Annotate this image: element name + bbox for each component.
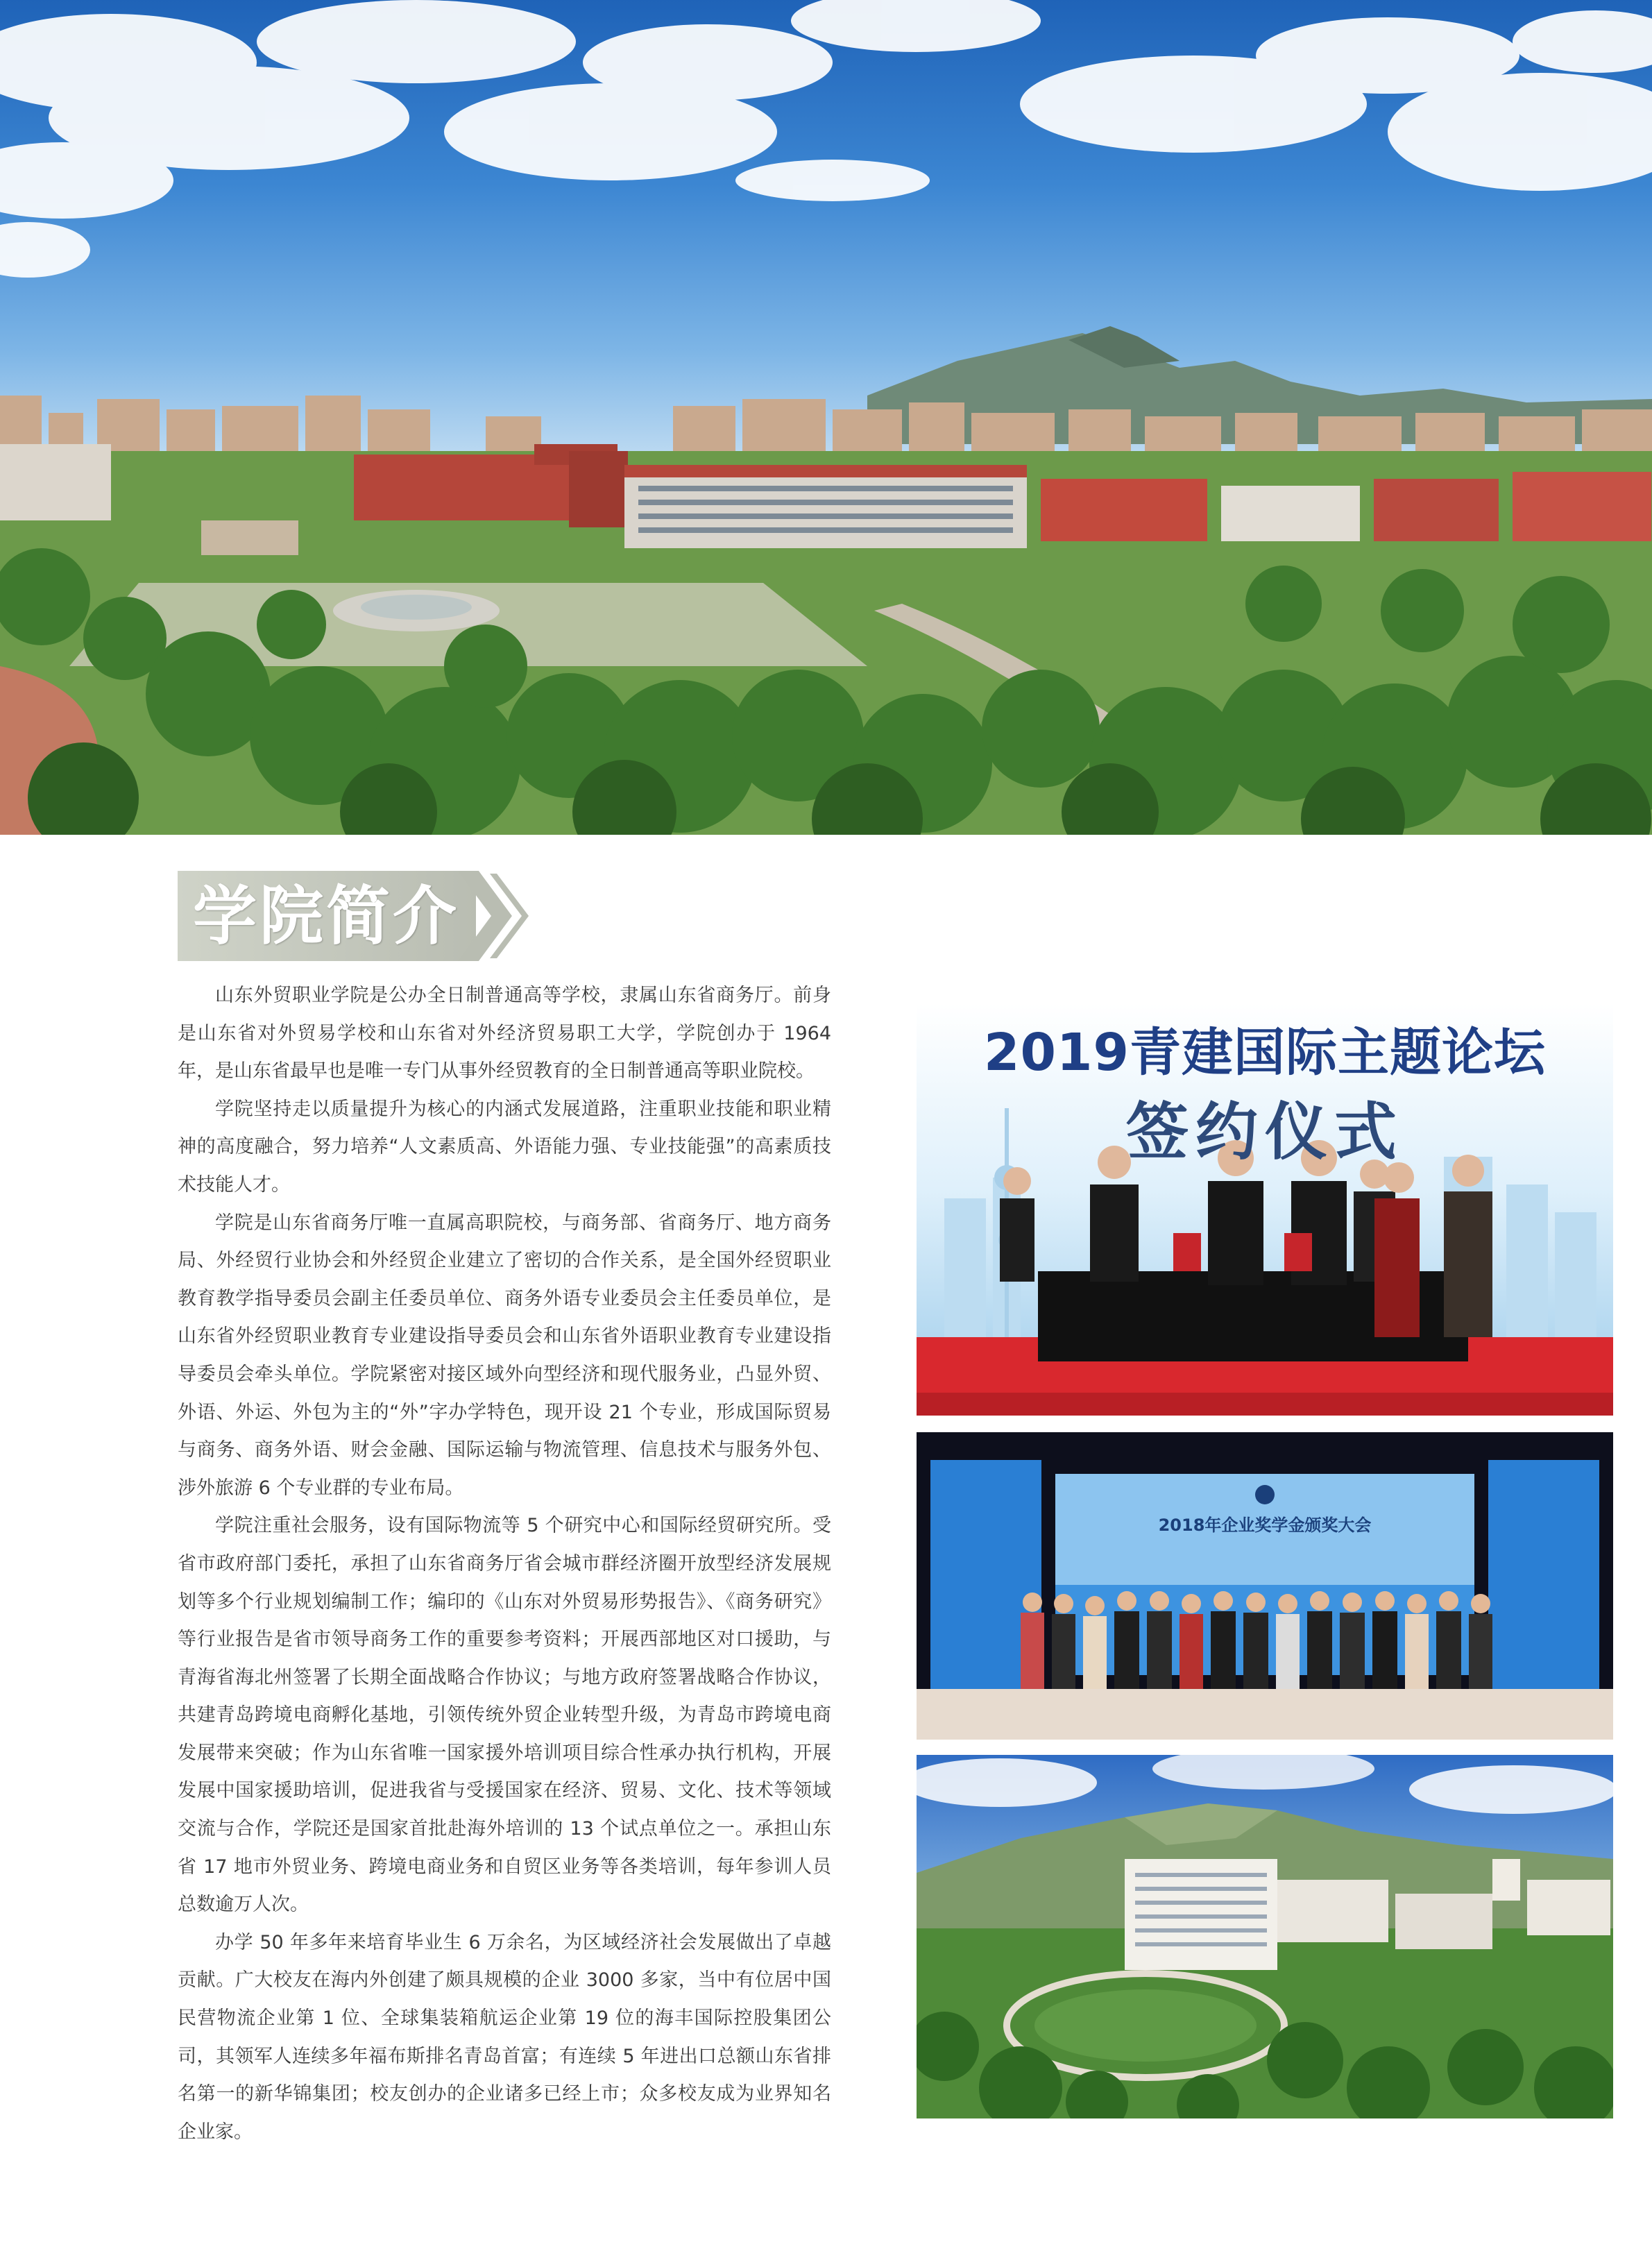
clouds — [0, 0, 1652, 278]
campus-aerial-illustration — [917, 1755, 1613, 2118]
paragraph: 学院坚持走以质量提升为核心的内涵式发展道路，注重职业技能和职业精神的高度融合，努力培养“人文素质高、外语能力强、专业技能强”的高素质技术技能人才。 — [178, 1098, 831, 1196]
award-ceremony-illustration — [917, 1432, 1613, 1740]
signing-ceremony-photo — [917, 1004, 1613, 1416]
award-banner-title: 2018年企业奖学金颁奖大会 — [1158, 1515, 1372, 1535]
signing-banner-title: 2019青建国际主题论坛 — [984, 1023, 1546, 1082]
campus-panorama — [0, 0, 1652, 835]
campus-panorama-illustration — [0, 0, 1652, 835]
campus-aerial-photo — [917, 1755, 1613, 2118]
intro-body — [178, 977, 831, 2151]
paragraph: 办学 50 年多年来培育毕业生 6 万余名，为区域经济社会发展做出了卓越贡献。广大校友在海内外创建了颇具规模的企业 3000 多家，当中有位居中国民营物流企业第 1 位、全球集装箱航运企业第 19 位的海丰国际控股集团公司，其领军人连续多年福布斯排名青岛首富；有连续 5 年进出口总额山东省排名第一的新华锦集团；校友创办的企业诸多已经上市；众多校友成为业界知名企业家。 — [178, 1931, 831, 2143]
signing-banner-subtitle: 签约仪式 — [1126, 1096, 1404, 1169]
award-ceremony-photo — [917, 1432, 1613, 1740]
paragraph: 学院是山东省商务厅唯一直属高职院校，与商务部、省商务厅、地方商务局、外经贸行业协会和外经贸企业建立了密切的合作关系，是全国外经贸职业教育教学指导委员会副主任委员单位、商务外语专业委员会主任委员单位，是山东省外经贸职业教育专业建设指导委员会和山东省外语职业教育专业建设指导委员会牵头单位。学院紧密对接区域外向型经济和现代服务业，凸显外贸、外语、外运、外包为主的“外”字办学特色，现开设 21 个专业，形成国际贸易与商务、商务外语、财会金融、国际运输与物流管理、信息技术与服务外包、涉外旅游 6 个专业群的专业布局。 — [178, 1212, 831, 1499]
section-title: 学院简介 — [193, 878, 460, 953]
people — [1021, 1591, 1492, 1689]
double-chevron-icon — [455, 871, 531, 961]
paragraph: 山东外贸职业学院是公办全日制普通高等学校，隶属山东省商务厅。前身是山东省对外贸易学校和山东省对外经济贸易职工大学，学院创办于 1964 年，是山东省最早也是唯一专门从事外经贸教育的全日制普通高等职业院校。 — [178, 985, 831, 1082]
paragraph: 学院注重社会服务，设有国际物流等 5 个研究中心和国际经贸研究所。受省市政府部门委托，承担了山东省商务厅省会城市群经济圈开放型经济发展规划等多个行业规划编制工作；编印的《山东对外贸易形势报告》、《商务研究》等行业报告是省市领导商务工作的重要参考资料；开展西部地区对口援助，与青海省海北州签署了长期全面战略合作协议；与地方政府签署战略合作协议，共建青岛跨境电商孵化基地，引领传统外贸企业转型升级，为青岛市跨境电商发展带来突破；作为山东省唯一国家援外培训项目综合性承办执行机构，开展发展中国家援助培训，促进我省与受援国家在经济、贸易、文化、技术等领域交流与合作，学院还是国家首批赴海外培训的 13 个试点单位之一。承担山东省 17 地市外贸业务、跨境电商业务和自贸区业务等各类培训，每年参训人员总数逾万人次。 — [178, 1515, 831, 1916]
section-heading — [178, 871, 525, 961]
